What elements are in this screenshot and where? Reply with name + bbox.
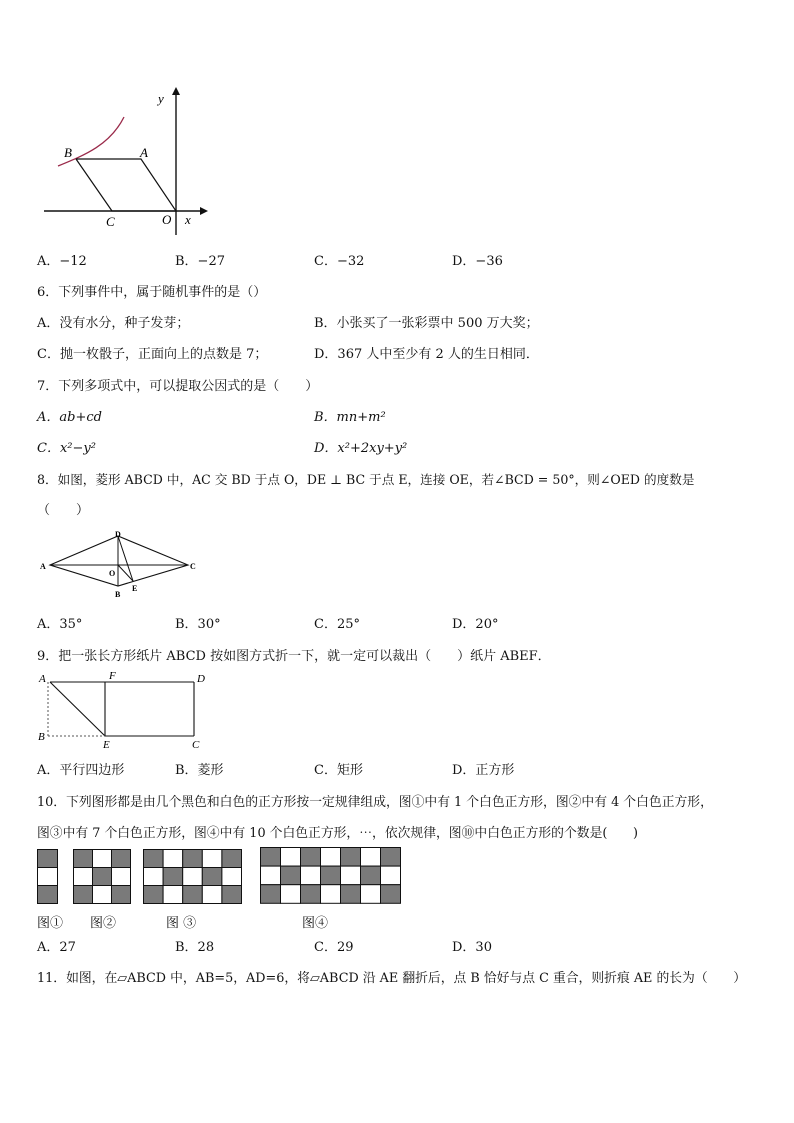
parallelogram-oabc [76,159,176,211]
q7-option-c: C．x²−y² [37,441,96,456]
fold-ae [50,682,105,736]
q9-option-a: A．平行四边形 [37,763,125,778]
q10-figure-4 [260,847,401,904]
q7-option-b: B．mn+m² [314,410,386,425]
segment-de [118,536,133,581]
q8-figure [36,528,206,602]
rhombus-abcd [50,536,188,586]
q10-option-a: A．27 [37,940,76,955]
q10-stem-line2: 图③中有 7 个白色正方形，图④中有 10 个白色正方形，⋯，依次规律，图⑩中白色正方形的个数是( ) [37,826,638,841]
q9-option-c: C．矩形 [314,763,363,778]
q10-option-c: C．29 [314,940,354,955]
q10-caption-4: 图④ [302,916,329,931]
x-axis-arrow [200,207,208,215]
label-O: O [109,569,116,578]
label-D: D [197,673,205,685]
q10-caption-1: 图① [37,916,64,931]
q8-option-b: B．30° [175,617,221,632]
q6-option-d: D．367 人中至少有 2 人的生日相同． [314,347,539,362]
label-B: B [38,731,45,743]
q7-stem: 7．下列多项式中，可以提取公因式的是（ ） [37,379,319,394]
label-B: B [115,590,121,599]
label-A: A [39,673,46,685]
label-C: C [106,214,115,229]
q5-option-b: B．−27 [175,254,225,269]
q7-option-d: D．x²+2xy+y² [314,441,408,456]
label-F: F [109,670,116,682]
q8-stem-line1: 8．如图，菱形 ABCD 中，AC 交 BD 于点 O，DE ⊥ BC 于点 E，连接 OE，若∠BCD = 50°，则∠OED 的度数是 [37,472,695,487]
q6-option-c: C．抛一枚骰子，正面向上的点数是 7； [37,347,268,362]
label-A: A [40,562,46,571]
label-B: B [64,145,72,160]
q5-option-c: C．−32 [314,254,365,269]
q8-option-a: A．35° [37,617,83,632]
q6-option-a: A．没有水分，种子发芽； [37,316,190,331]
label-y: y [158,91,164,106]
label-C: C [190,562,196,571]
label-E: E [103,739,110,751]
q10-figure-3 [143,849,243,904]
q9-figure [36,670,216,752]
q10-stem-line1: 10．下列图形都是由几个黑色和白色的正方形按一定规律组成，图①中有 1 个白色正方形，图②中有 4 个白色正方形， [37,795,713,810]
q10-figure-2 [73,849,131,904]
q6-option-b: B．小张买了一张彩票中 500 万大奖； [314,316,539,331]
q6-stem: 6．下列事件中，属于随机事件的是（） [37,285,267,300]
q7-option-a: A．ab+cd [37,410,102,425]
q5-figure [40,85,210,240]
label-x: x [185,212,191,227]
q9-option-b: B．菱形 [175,763,224,778]
q10-option-b: B．28 [175,940,215,955]
label-D: D [115,530,121,539]
y-axis-arrow [172,87,180,95]
q10-option-d: D．30 [452,940,492,955]
q10-caption-3: 图 ③ [166,916,197,931]
label-O: O [162,212,172,227]
label-C: C [192,739,200,751]
label-E: E [132,584,138,593]
q10-figure-1 [37,849,59,904]
q8-stem-line2: （ ） [37,503,90,518]
q5-option-a: A．−12 [37,254,87,269]
q9-stem: 9．把一张长方形纸片 ABCD 按如图方式折一下，就一定可以裁出（ ）纸片 ABEF． [37,649,551,664]
q8-option-c: C．25° [314,617,360,632]
label-A: A [140,145,148,160]
q5-option-d: D．−36 [452,254,503,269]
q11-stem: 11．如图，在▱ABCD 中，AB=5，AD=6，将▱ABCD 沿 AE 翻折后，点 B 恰好与点 C 重合，则折痕 AE 的长为（ ） [37,971,747,986]
q9-option-d: D．正方形 [452,763,515,778]
q10-caption-2: 图② [90,916,117,931]
q8-option-d: D．20° [452,617,499,632]
